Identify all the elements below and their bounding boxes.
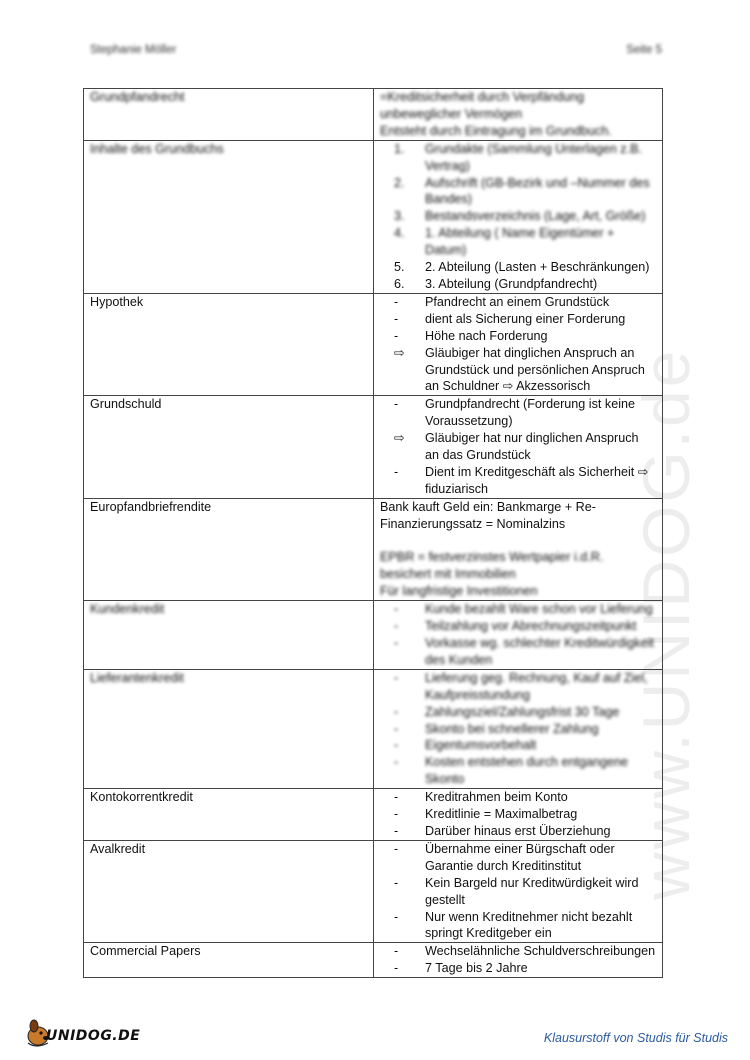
- list-marker: -: [394, 790, 399, 805]
- list-marker: -: [394, 670, 399, 685]
- header-page-number: Seite 5: [626, 44, 662, 56]
- term-cell: Kontokorrentkredit: [84, 789, 374, 841]
- list-text: Wechselähnliche Schuldverschreibungen: [425, 944, 656, 959]
- definition-line: Bank kauft Geld ein: Bankmarge + Re-Finanzierungssatz = Nominalzins: [380, 499, 596, 531]
- list-text: dient als Sicherung einer Forderung: [425, 311, 626, 326]
- definition-cell: [374, 943, 663, 978]
- list-text: Darüber hinaus erst Überziehung: [425, 823, 611, 838]
- list-item: [380, 943, 656, 960]
- list-item: [380, 464, 656, 498]
- list-marker: 4.: [394, 226, 405, 241]
- table-row: [84, 943, 663, 978]
- term-cell: Kundenkredit: [84, 601, 374, 670]
- arrow-icon: ⇨: [394, 345, 405, 360]
- list-marker: -: [394, 909, 399, 924]
- list-item: [380, 225, 656, 259]
- list-item: [380, 721, 656, 738]
- term-cell: Grundpfandrecht: [84, 89, 374, 141]
- list-text: Kosten entstehen durch entgangene Skonto: [425, 755, 629, 787]
- list-marker: 1.: [394, 141, 405, 156]
- list-text: Skonto bei schnellerer Zahlung: [425, 721, 599, 736]
- list-item: [380, 618, 656, 635]
- header-author: Stephanie Möller: [90, 44, 177, 56]
- definition-cell: [374, 89, 663, 141]
- list-marker: -: [394, 755, 399, 770]
- list-item: [380, 841, 656, 875]
- list-marker: -: [394, 636, 399, 650]
- list-item: [380, 345, 656, 396]
- list-marker: 6.: [394, 276, 405, 291]
- list-item: [380, 704, 656, 721]
- list-marker: 5.: [394, 260, 405, 275]
- list-item: [380, 141, 656, 175]
- list-marker: -: [394, 841, 399, 856]
- table-row: [84, 498, 663, 600]
- list-marker: -: [394, 397, 399, 412]
- list-item: [380, 789, 656, 806]
- list-item: [380, 960, 656, 977]
- table-row: [84, 669, 663, 788]
- list-item: [380, 311, 656, 328]
- list-marker: -: [394, 961, 399, 976]
- list-item: [380, 670, 656, 704]
- list-marker: -: [394, 944, 399, 959]
- term-cell: Commercial Papers: [84, 943, 374, 978]
- arrow-icon: ⇨: [394, 431, 405, 446]
- list-item: [380, 823, 656, 840]
- definition-cell: [374, 498, 663, 600]
- list-text: 7 Tage bis 2 Jahre: [425, 961, 528, 976]
- footer-slogan: Klausurstoff von Studis für Studis: [543, 1031, 728, 1045]
- table-row: [84, 840, 663, 942]
- list-marker: -: [394, 875, 399, 890]
- list-text: Kunde bezahlt Ware schon vor Lieferung: [425, 602, 653, 617]
- list-item: [380, 294, 656, 311]
- watermark: www.UNIDOG.de: [629, 347, 703, 900]
- list-text: Kein Bargeld nur Kreditwürdigkeit wird gestellt: [425, 875, 639, 907]
- list-text: Zahlungsziel/Zahlungsfrist 30 Tage: [425, 704, 620, 719]
- term-cell: Hypothek: [84, 293, 374, 395]
- table-row: [84, 396, 663, 498]
- table-row: [84, 89, 663, 141]
- list-text: Vorkasse wg. schlechter Kreditwürdigkeit des Kunden: [425, 636, 654, 667]
- list-text: Dient im Kreditgeschäft als Sicherheit ⇨ fiduziarisch: [425, 464, 649, 496]
- list-marker: -: [394, 807, 399, 822]
- table-row: [84, 140, 663, 293]
- list-item: [380, 208, 656, 225]
- list-item: [380, 328, 656, 345]
- definition-cell: [374, 396, 663, 498]
- list-marker: -: [394, 704, 399, 719]
- list-text: Kreditlinie = Maximalbetrag: [425, 807, 578, 822]
- definition-line: [380, 533, 656, 550]
- definition-line: EPBR = festverzinstes Wertpapier i.d.R. besichert mit Immobilien: [380, 550, 604, 582]
- definition-cell: [374, 601, 663, 670]
- list-item: [380, 175, 656, 209]
- list-item: [380, 909, 656, 943]
- credit-terms-table: [83, 88, 663, 978]
- term-cell: Inhalte des Grundbuchs: [90, 141, 224, 156]
- list-marker: -: [394, 311, 399, 326]
- term-cell: Grundschuld: [84, 396, 374, 498]
- definition-line: Entsteht durch Eintragung im Grundbuch.: [380, 123, 612, 138]
- list-text: Lieferung geg. Rechnung, Kauf auf Ziel, Kaufpreisstundung: [425, 670, 648, 702]
- list-item: [380, 601, 656, 618]
- table-row: [84, 601, 663, 670]
- term-cell: Avalkredit: [84, 840, 374, 942]
- definition-line: =Kreditsicherheit durch Verpfändung: [380, 90, 585, 104]
- list-item: [380, 430, 656, 464]
- list-marker: 2.: [394, 175, 405, 190]
- list-text: 3. Abteilung (Grundpfandrecht): [425, 276, 598, 291]
- list-text: Höhe nach Forderung: [425, 328, 548, 343]
- list-item: [380, 875, 656, 909]
- list-item: [380, 259, 656, 276]
- list-text: Nur wenn Kreditnehmer nicht bezahlt springt Kreditgeber ein: [425, 909, 633, 941]
- table-row: [84, 789, 663, 841]
- definition-cell: [374, 140, 663, 293]
- list-text: Teilzahlung vor Abrechnungszeitpunkt: [425, 619, 637, 634]
- definition-line: unbeweglicher Vermögen: [380, 106, 523, 121]
- definition-cell: [374, 840, 663, 942]
- list-marker: -: [394, 738, 399, 753]
- list-text: Grundpfandrecht (Forderung ist keine Voraussetzung): [425, 397, 636, 429]
- list-item: [380, 396, 656, 430]
- definition-cell: [374, 293, 663, 395]
- list-text: Aufschrift (GB-Bezirk und –Nummer des Bandes): [425, 175, 650, 207]
- list-marker: -: [394, 464, 399, 479]
- list-item: [380, 635, 656, 669]
- table-row: [84, 293, 663, 395]
- list-text: Pfandrecht an einem Grundstück: [425, 294, 610, 309]
- list-text: Gläubiger hat dinglichen Anspruch an Grundstück und persönlichen Anspruch an Schuldner ⇨ Akzessorisch: [425, 345, 645, 394]
- list-item: [380, 737, 656, 754]
- list-marker: -: [394, 602, 399, 617]
- list-text: 1. Abteilung ( Name Eigentümer + Datum): [425, 226, 615, 258]
- list-item: [380, 276, 656, 293]
- list-text: Grundakte (Sammlung Unterlagen z.B. Vertrag): [425, 141, 642, 173]
- list-marker: -: [394, 823, 399, 838]
- list-item: [380, 754, 656, 788]
- list-marker: -: [394, 328, 399, 343]
- list-text: Bestandsverzeichnis (Lage, Art, Größe): [425, 209, 646, 224]
- list-text: Übernahme einer Bürgschaft oder Garantie durch Kreditinstitut: [425, 841, 615, 873]
- term-cell: Lieferantenkredit: [84, 669, 374, 788]
- list-text: 2. Abteilung (Lasten + Beschränkungen): [425, 260, 650, 275]
- list-item: [380, 806, 656, 823]
- definition-cell: [374, 789, 663, 841]
- list-marker: -: [394, 294, 399, 309]
- definition-cell: [374, 669, 663, 788]
- list-marker: -: [394, 721, 399, 736]
- list-text: Gläubiger hat nur dinglichen Anspruch an das Grundstück: [425, 431, 639, 463]
- term-cell: Europfandbriefrendite: [84, 498, 374, 600]
- footer-logo-text[interactable]: UNIDOG.DE: [46, 1028, 141, 1044]
- list-marker: -: [394, 619, 399, 634]
- list-marker: 3.: [394, 209, 405, 224]
- definition-line: Für langfristige Investitionen: [380, 584, 538, 599]
- list-text: Kreditrahmen beim Konto: [425, 790, 568, 805]
- list-text: Eigentumsvorbehalt: [425, 738, 537, 753]
